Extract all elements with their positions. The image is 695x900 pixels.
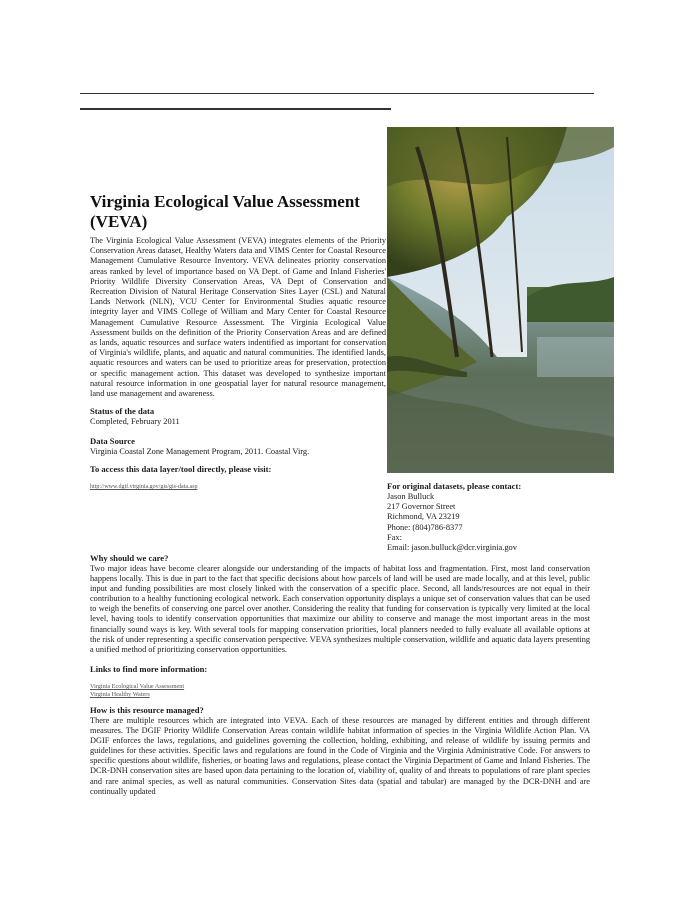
link-veva[interactable]: Virginia Ecological Value Assessment: [90, 683, 185, 690]
links-section: [90, 664, 490, 699]
status-section: [90, 406, 380, 428]
contact-phone: Phone: (804)786-8377: [387, 522, 463, 532]
source-value: Virginia Coastal Zone Management Program, 2011. Coastal Virg.: [90, 447, 310, 456]
how-section: [90, 705, 590, 797]
why-heading: Why should we care?: [90, 553, 169, 563]
why-body: Two major ideas have become clearer alongside our understanding of the impacts of habitat loss and fragmentation. First, most land conservation happens locally. This is due in part to the fact that specific decisions about how parcels of land will be used are made locally, and at this level, public input and funding possibilities are most closely linked with the conservation of a specific place. Second, all lands/resources are not equal in their contribution to a healthy functioning ecological network. Each conservation opportunity displays a unique set of conservation values that can be used to weigh the benefits of conserving one parcel over another. Considering the reality that funding for conservation is typically very limited at the local level, having tools to identify conservation opportunities that maximize our ability to conserve and manage the most important areas in the most financially sound ways is key. With several tools for mapping conservation priorities, local planners needed to fully evaluate all available options at the risk of under representing a specific conservation perspective. VEVA synthesizes multiple conservation, wildlife and aquatic data layers presenting a unified method of prioritizing conservation opportunities.: [90, 564, 590, 654]
source-section: [90, 436, 380, 458]
access-section: [90, 464, 380, 493]
contact-street: 217 Governor Street: [387, 502, 456, 512]
contact-heading: For original datasets, please contact:: [387, 481, 522, 491]
contact-name: Jason Bulluck: [387, 492, 435, 501]
status-value: Completed, February 2011: [90, 417, 180, 426]
page-title: Virginia Ecological Value Assessment (VEVA): [90, 192, 360, 231]
access-link[interactable]: http://www.dgif.virginia.gov/gis/gis-data.asp: [90, 484, 198, 490]
links-heading: Links to find more information:: [90, 664, 208, 674]
access-heading: To access this data layer/tool directly, please visit:: [90, 464, 272, 474]
contact-section: [387, 481, 597, 553]
contact-city: Richmond, VA 23219: [387, 512, 460, 522]
contact-email: Email: jason.bulluck@dcr.virginia.gov: [387, 543, 517, 553]
header-rule: [80, 93, 594, 94]
link-healthy-waters[interactable]: Virginia Healthy Waters: [90, 691, 150, 698]
river-photo: [387, 127, 614, 473]
how-heading: How is this resource managed?: [90, 705, 204, 715]
contact-fax: Fax:: [387, 532, 402, 542]
status-heading: Status of the data: [90, 406, 155, 416]
why-section: [90, 553, 590, 655]
how-body: There are multiple resources which are integrated into VEVA. Each of these resources are managed by different entities and through different measures. The DGIF Priority Wildlife Conservation Areas contain wildlife habitat information of species in the Virginia Wildlife Action Plan. VA DGIF enforces the laws, regulations, and guidelines governing the collection, holding, exhibiting, and release of wildlife by issuing permits and guidelines for these activities. Specific laws and regulations are found in the Code of Virginia and the Virginia Administrative Code. For answers to specific questions about wildlife, fisheries, or boating laws and regulations, please contact the Virginia Department of Game and Inland Fisheries. The DCR-DNH conservation sites are based upon data pertaining to the location of, viability of, quality of and threats to populations of rare plant species and rare animal species, as well as natural communities. Conservation Sites data (spatial and tabular) are managed by the DCR-DNH and are continually updated: [90, 716, 590, 796]
source-heading: Data Source: [90, 436, 135, 446]
intro-paragraph: The Virginia Ecological Value Assessment (VEVA) integrates elements of the Priority Conservation Areas dataset, Healthy Waters data and VIMS Center for Coastal Resource Management Cumulative Resource Inventory. VEVA delineates priority conservation areas ranked by level of importance based on VA Dept. of Game and Inland Fisheries' Priority Wildlife Diversity Conservation Areas, VA Dept of Conservation and Recreation Division of Natural Heritage Conservation Sites Layer (CSL) and Natural Lands Network (NLN), VCU Center for Environmental Studies aquatic resource integrity layer and VIMS College of William and Mary Center for Coastal Resource Management Cumulative Resource Assessment. The Virginia Ecological Value Assessment builds on the definition of the Priority Conservation Areas and are defined as lands, aquatic resources and surface waters indentified as important for conservation of Virginia's wildlife, plants, and aquatic and natural communities. The identified lands, aquatic resources and waters can be used to prioritize areas for preservation, protection or specific management action. This dataset was developed to synthesize important natural resource information in one geospatial layer for natural resource management, land use management and awareness.: [90, 236, 386, 399]
river-landscape-image: [387, 127, 614, 473]
header-rule-short: [80, 108, 391, 110]
